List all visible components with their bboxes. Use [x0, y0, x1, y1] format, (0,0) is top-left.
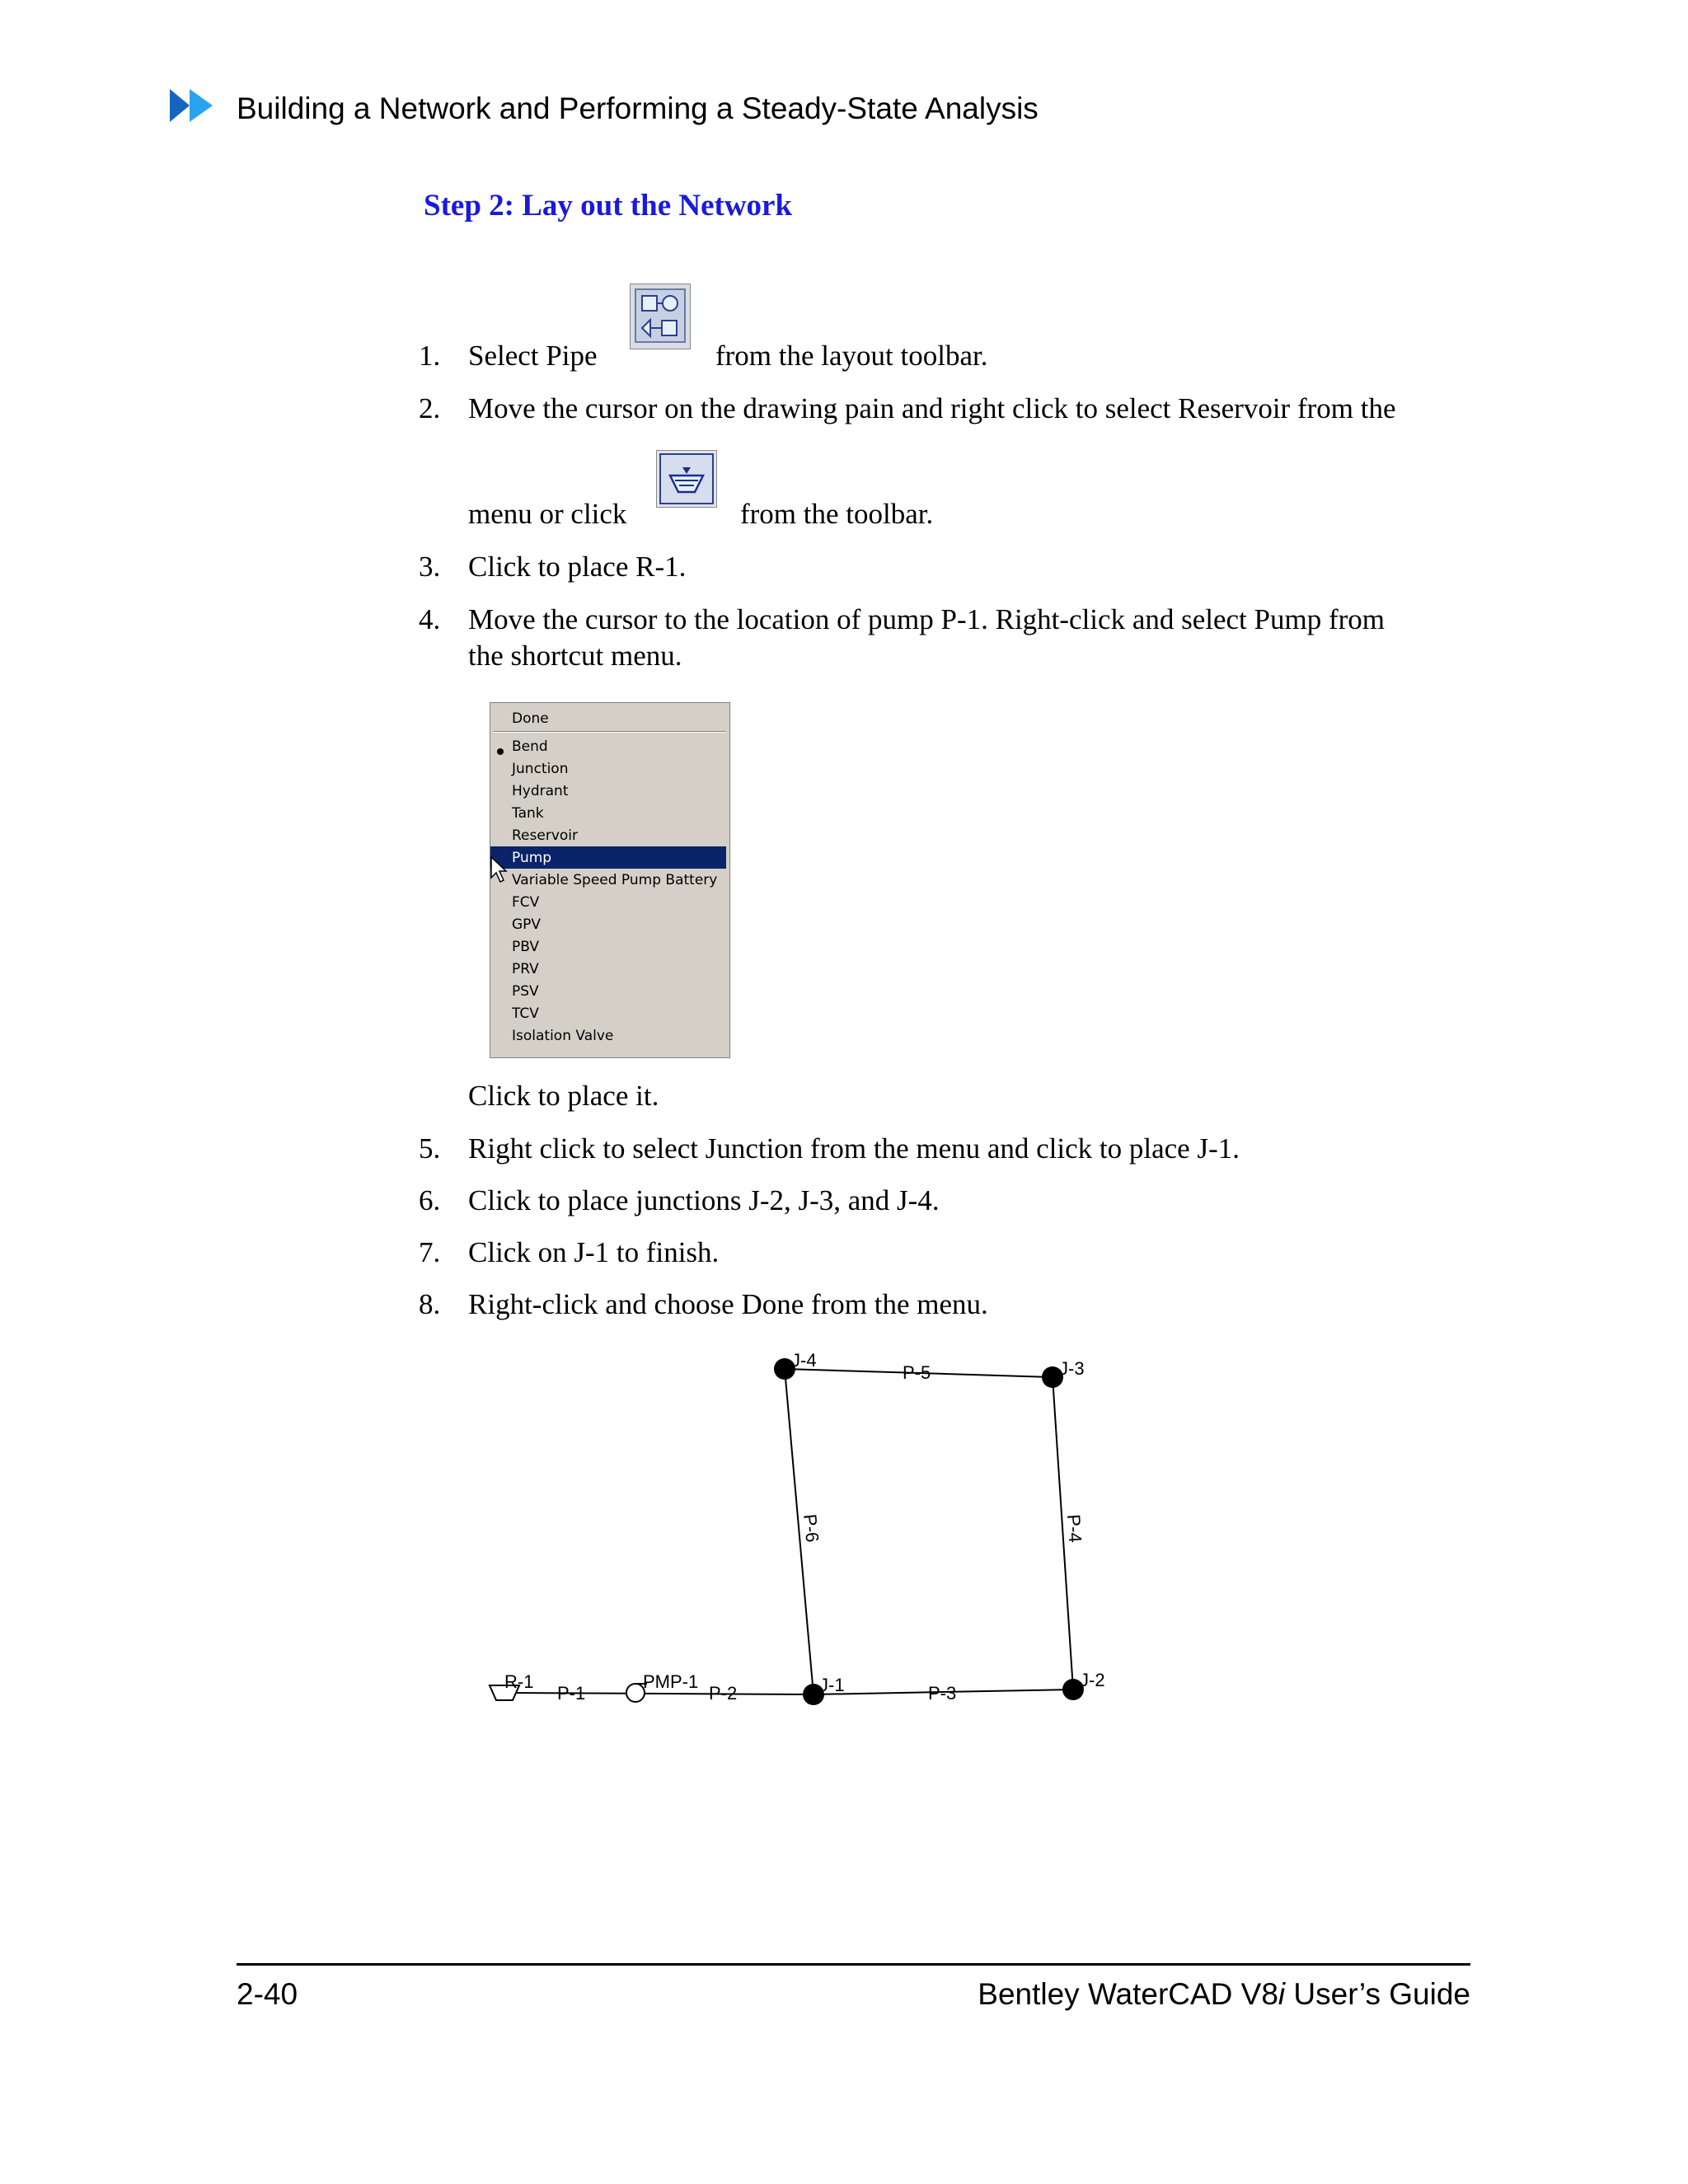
menu-item-prv[interactable]: PRV: [512, 961, 539, 977]
step-number: 7.: [419, 1236, 441, 1268]
label-p5: P-5: [903, 1362, 931, 1383]
label-pmp1: PMP-1: [643, 1671, 699, 1692]
shortcut-menu: [490, 702, 730, 1058]
step-text: the shortcut menu.: [468, 640, 682, 672]
reservoir-icon: [656, 450, 717, 508]
step-number: 1.: [419, 340, 441, 372]
guide-title-prefix: Bentley WaterCAD V8: [978, 1977, 1278, 2011]
menu-item-variable-speed-pump-battery[interactable]: Variable Speed Pump Battery: [512, 872, 718, 888]
label-p4: P-4: [1063, 1513, 1086, 1544]
step-text: Move the cursor on the drawing pain and right click to select Reservoir from the: [468, 392, 1396, 424]
menu-item-gpv[interactable]: GPV: [512, 916, 542, 933]
step-text: Click to place junctions J-2, J-3, and J-4.: [468, 1184, 940, 1216]
label-p6: P-6: [799, 1512, 823, 1544]
label-p1: P-1: [557, 1683, 586, 1704]
step-text: Select Pipe: [468, 340, 598, 372]
guide-title-italic: i: [1278, 1977, 1286, 2011]
radio-dot-icon: [497, 748, 504, 755]
step-text: Click to place it.: [468, 1080, 659, 1112]
step-number: 4.: [419, 603, 441, 635]
step-text: menu or click: [468, 498, 627, 530]
step-text: Click to place R-1.: [468, 551, 687, 583]
menu-item-hydrant[interactable]: Hydrant: [512, 783, 569, 799]
step-text: from the layout toolbar.: [715, 340, 988, 372]
guide-title-suffix: User’s Guide: [1285, 1977, 1470, 2011]
label-p3: P-3: [928, 1683, 957, 1704]
footer-rule: [237, 1963, 1470, 1966]
mouse-cursor-icon: [490, 856, 509, 884]
step-number: 5.: [419, 1132, 441, 1165]
page-number: 2-40: [237, 1977, 298, 2011]
step-text: Right click to select Junction from the menu and click to place J-1.: [468, 1132, 1240, 1165]
menu-item-junction[interactable]: Junction: [512, 761, 569, 777]
menu-separator: [494, 731, 726, 733]
pipe-layout-icon: [630, 284, 691, 349]
running-header-title: Building a Network and Performing a Steady-State Analysis: [237, 91, 1039, 125]
pump-pmp1-symbol: [626, 1684, 645, 1702]
network-diagram: [478, 1352, 1121, 1722]
label-j3: J-3: [1059, 1358, 1085, 1379]
step-text: Right-click and choose Done from the menu.: [468, 1288, 988, 1320]
label-r1: R-1: [504, 1671, 534, 1692]
step-text: from the toolbar.: [740, 498, 934, 530]
menu-item-isolation-valve[interactable]: Isolation Valve: [512, 1028, 614, 1044]
step-number: 8.: [419, 1288, 441, 1320]
menu-item-pump[interactable]: Pump: [512, 850, 552, 866]
menu-item-fcv[interactable]: FCV: [512, 894, 540, 911]
step-number: 3.: [419, 551, 441, 583]
section-heading: Step 2: Lay out the Network: [424, 189, 793, 223]
step-number: 2.: [419, 392, 441, 424]
label-j1: J-1: [819, 1675, 845, 1695]
menu-item-bend[interactable]: Bend: [512, 738, 548, 755]
label-p2: P-2: [709, 1683, 738, 1704]
menu-item-done[interactable]: Done: [512, 710, 549, 727]
label-j4: J-4: [791, 1352, 817, 1371]
pipe-p1-p2-line: [504, 1693, 814, 1694]
step-number: 6.: [419, 1184, 441, 1216]
footer-guide-title: [978, 1975, 1470, 2014]
step-text: Move the cursor to the location of pump P-1. Right-click and select Pump from: [468, 603, 1386, 635]
menu-item-tcv[interactable]: TCV: [512, 1005, 539, 1022]
label-j2: J-2: [1080, 1670, 1105, 1690]
menu-item-psv[interactable]: PSV: [512, 983, 539, 1000]
menu-item-tank[interactable]: Tank: [512, 805, 544, 822]
double-arrow-icon: [170, 87, 223, 124]
menu-item-pbv[interactable]: PBV: [512, 939, 540, 955]
step-text: Click on J-1 to finish.: [468, 1236, 720, 1268]
menu-item-reservoir[interactable]: Reservoir: [512, 827, 578, 844]
